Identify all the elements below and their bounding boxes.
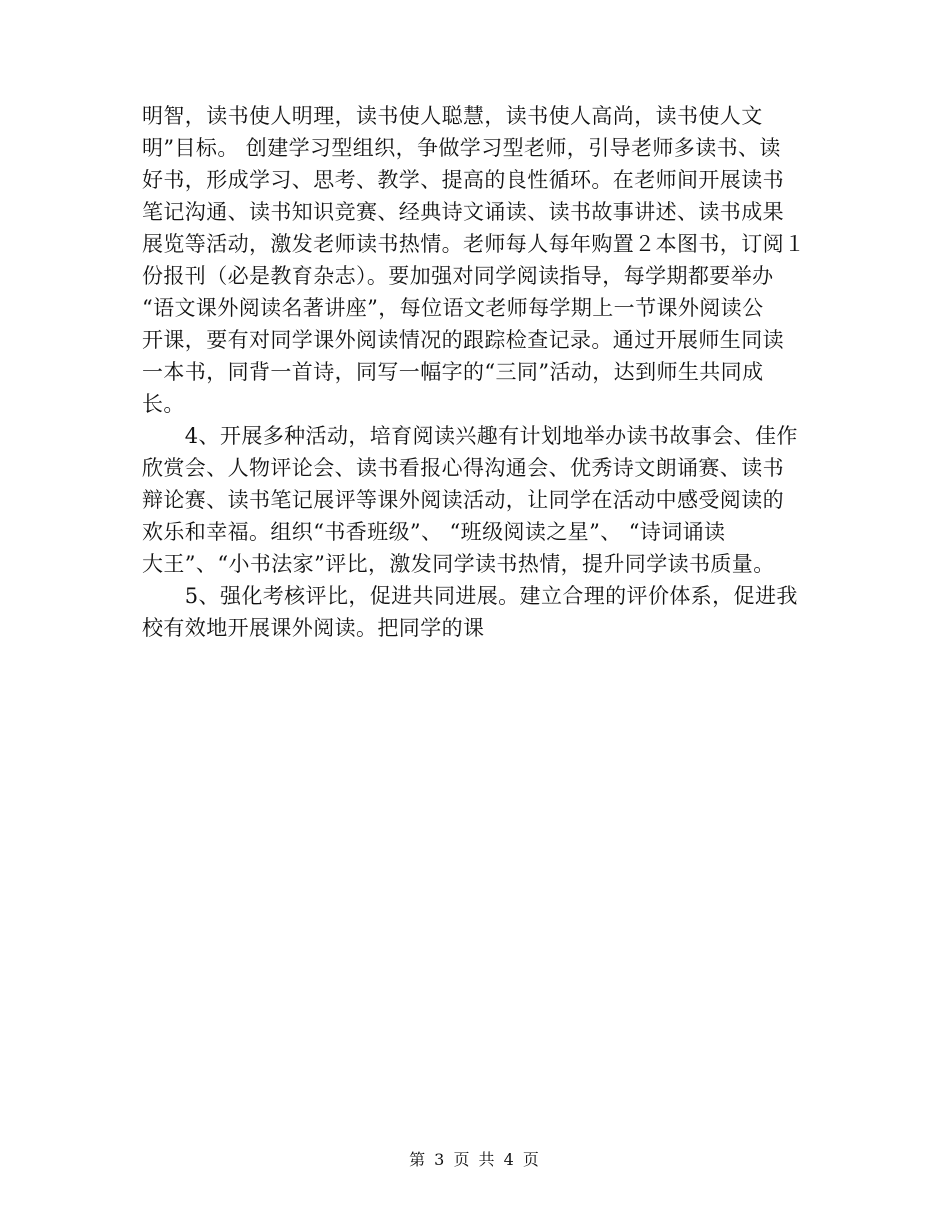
body-text: [142, 100, 822, 644]
text-line: 好书，形成学习、思考、教学、提高的良性循环。在老师间开展读书: [142, 168, 784, 192]
text-line: 欣赏会、人物评论会、读书看报心得沟通会、优秀诗文朗诵赛、读书: [142, 456, 784, 480]
text-line: 明智，读书使人明理，读书使人聪慧，读书使人高尚，读书使人文: [142, 104, 763, 128]
text-line: 5、强化考核评比，促进共同进展。建立合理的评价体系，促进我: [142, 584, 798, 608]
text-line: “语文课外阅读名著讲座”，每位语文老师每学期上一节课外阅读公: [142, 296, 764, 320]
text-line: 份报刊（必是教育杂志）。要加强对同学阅读指导，每学期都要举办: [142, 264, 774, 288]
text-line: 笔记沟通、读书知识竞赛、经典诗文诵读、读书故事讲述、读书成果: [142, 200, 784, 224]
page-number-footer: 第 3 页 共 4 页: [409, 1150, 541, 1169]
text-line: 一本书，同背一首诗，同写一幅字的“三同”活动，达到师生共同成: [142, 360, 764, 384]
text-line: 长。: [142, 392, 185, 416]
text-line: 大王”、“小书法家”评比，激发同学读书热情，提升同学读书质量。: [142, 552, 775, 576]
text-line: 开课，要有对同学课外阅读情况的跟踪检查记录。通过开展师生同读: [142, 328, 784, 352]
text-line: 欢乐和幸福。组织“书香班级”、 “班级阅读之星”、 “诗词诵读: [142, 520, 726, 544]
text-line: 辩论赛、读书笔记展评等课外阅读活动，让同学在活动中感受阅读的: [142, 488, 784, 512]
text-line: 明”目标。 创建学习型组织，争做学习型老师，引导老师多读书、读: [142, 136, 781, 160]
text-line: 展览等活动，激发老师读书热情。老师每人每年购置２本图书，订阅１: [142, 232, 806, 256]
text-line: 校有效地开展课外阅读。把同学的课: [142, 616, 485, 640]
text-line: 4、开展多种活动，培育阅读兴趣有计划地举办读书故事会、佳作: [142, 424, 798, 448]
